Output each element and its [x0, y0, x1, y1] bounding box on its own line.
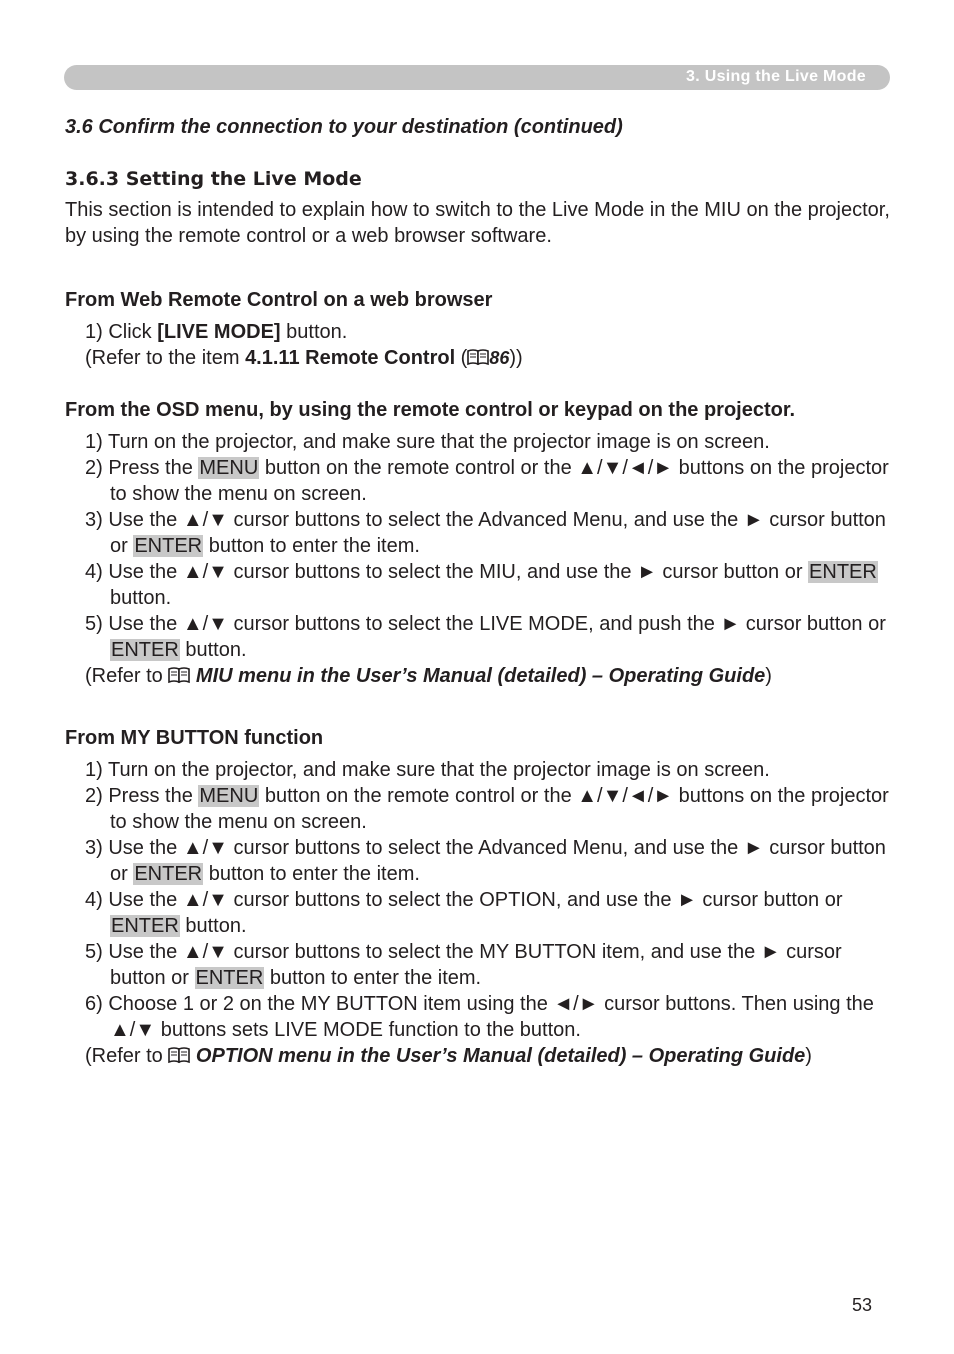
web-step-1-prefix: 1) Click — [85, 321, 158, 343]
menu-key-label: MENU — [199, 457, 259, 479]
menu-key-label: MENU — [199, 785, 259, 807]
list-item — [65, 455, 895, 507]
web-section — [65, 287, 895, 371]
step-text: button. — [179, 915, 247, 937]
step-text: button to enter the item. — [203, 535, 420, 557]
mybutton-reference-prefix: (Refer to — [85, 1045, 169, 1067]
step-text: button to enter the item. — [264, 967, 482, 989]
osd-reference-close: ) — [765, 665, 772, 687]
enter-key-label: ENTER — [195, 967, 264, 989]
osd-reference — [65, 663, 895, 689]
step-text: button to enter the item. — [203, 863, 420, 885]
web-reference-close: )) — [509, 347, 523, 369]
book-icon — [467, 348, 489, 366]
list-item — [65, 939, 895, 991]
web-reference — [65, 345, 895, 371]
step-text: button on the remote control or the ▲/▼/◄/► buttons on the projector to show the menu on screen. — [110, 785, 889, 833]
web-reference-page-link[interactable]: 86 — [489, 348, 510, 368]
web-step-1 — [65, 319, 895, 345]
mybutton-steps-list — [65, 757, 895, 1043]
step-text: button. — [110, 587, 172, 609]
step-text: 4) Use the ▲/▼ cursor buttons to select the MIU, and use the ► cursor button or — [85, 561, 809, 583]
list-item — [65, 507, 895, 559]
enter-key-label: ENTER — [809, 561, 877, 583]
mybutton-reference-title: OPTION menu in the User’s Manual (detailed) – Operating Guide — [195, 1045, 806, 1067]
step-text: 4) Use the ▲/▼ cursor buttons to select the OPTION, and use the ► cursor button or — [85, 889, 843, 911]
step-text: 5) Use the ▲/▼ cursor buttons to select the LIVE MODE, and push the ► cursor button or — [85, 613, 886, 635]
step-text: button on the remote control or the ▲/▼/◄/► buttons on the projector to show the menu on screen. — [110, 457, 889, 505]
mybutton-section — [65, 725, 895, 1069]
step-text: 2) Press the — [85, 457, 199, 479]
page-number: 53 — [852, 1295, 873, 1315]
mybutton-reference — [65, 1043, 895, 1069]
enter-key-label: ENTER — [134, 535, 203, 557]
mybutton-section-title: From MY BUTTON function — [65, 727, 324, 749]
list-item — [65, 835, 895, 887]
step-text: button. — [179, 639, 247, 661]
list-item — [65, 559, 895, 611]
chapter-header-title: 3. Using the Live Mode — [686, 68, 866, 85]
step-text: 2) Press the — [85, 785, 199, 807]
osd-section — [65, 397, 895, 689]
osd-reference-prefix: (Refer to — [85, 665, 169, 687]
step-text: 3) Use the ▲/▼ cursor buttons to select the Advanced Menu, and use the ► cursor button or — [85, 509, 886, 557]
step-text: 5) Use the ▲/▼ cursor buttons to select the MY BUTTON item, and use the ► cursor button or — [85, 941, 842, 989]
list-item — [65, 783, 895, 835]
web-step-1-suffix: button. — [280, 321, 348, 343]
step-text: 3) Use the ▲/▼ cursor buttons to select the Advanced Menu, and use the ► cursor button or — [85, 837, 886, 885]
section-title: 3.6 Confirm the connection to your destination (continued) — [65, 116, 623, 138]
chapter-header-bar — [64, 65, 890, 90]
osd-reference-title: MIU menu in the User’s Manual (detailed) – Operating Guide — [195, 665, 766, 687]
mybutton-reference-close: ) — [805, 1045, 812, 1067]
web-reference-prefix: (Refer to the item — [85, 347, 246, 369]
list-item — [65, 611, 895, 663]
page-content — [65, 113, 895, 1069]
web-section-title: From Web Remote Control on a web browser — [65, 289, 493, 311]
enter-key-label: ENTER — [111, 639, 179, 661]
book-icon — [168, 666, 190, 684]
subsection-title: 3.6.3 Setting the Live Mode — [65, 168, 362, 190]
enter-key-label: ENTER — [134, 863, 203, 885]
list-item — [65, 887, 895, 939]
osd-steps-list — [65, 429, 895, 663]
list-item: 1) Turn on the projector, and make sure that the projector image is on screen. — [85, 431, 770, 453]
book-icon — [168, 1046, 190, 1064]
web-step-1-button-label: [LIVE MODE] — [157, 321, 281, 343]
intro-paragraph: This section is intended to explain how to switch to the Live Mode in the MIU on the projector, by using the remote control or a web browser software. — [65, 199, 890, 247]
enter-key-label: ENTER — [111, 915, 179, 937]
list-item: 6) Choose 1 or 2 on the MY BUTTON item using the ◄/► cursor buttons. Then using the ▲/▼ buttons sets LIVE MODE function to the button. — [85, 993, 874, 1041]
list-item: 1) Turn on the projector, and make sure that the projector image is on screen. — [85, 759, 770, 781]
osd-section-title: From the OSD menu, by using the remote control or keypad on the projector. — [65, 399, 796, 421]
web-reference-title: 4.1.11 Remote Control — [245, 347, 456, 369]
web-reference-open: ( — [455, 347, 468, 369]
